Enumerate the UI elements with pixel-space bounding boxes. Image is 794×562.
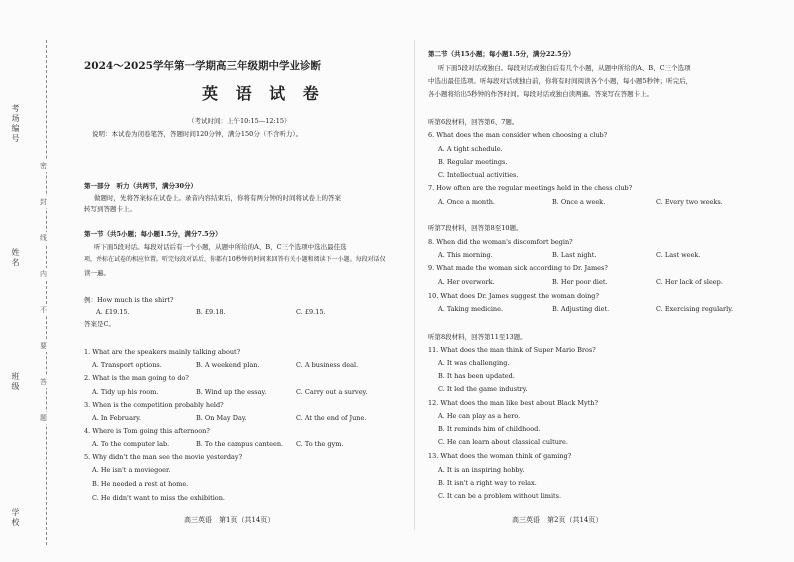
question-option: A. He can play as a hero.	[438, 412, 521, 420]
material-intro: 听第7段材料，回答第8至10题。	[428, 224, 523, 232]
section2-desc-line: 各小题将给出5秒钟的作答时间。每段对话或独白读两遍。答案写在答题卡上。	[428, 90, 654, 98]
seal-char: 答	[40, 378, 47, 386]
page-footer: 高三英语 第1页（共14页）	[184, 516, 275, 524]
question-option: A. Her overwork.	[438, 278, 495, 286]
seal-char: 密	[40, 162, 47, 170]
question-option: B. It reminds him of childhood.	[438, 425, 541, 433]
exam-time: （考试时间：上午10:15—12:15）	[188, 117, 291, 125]
question-option: C. Her lack of sleep.	[656, 278, 723, 286]
material-intro: 听第6段材料，回答第6、7题。	[428, 118, 519, 126]
page-footer: 高三英语 第2页（共14页）	[512, 516, 603, 524]
seal-char: 要	[40, 342, 47, 350]
question-option: A. This morning.	[438, 251, 493, 259]
question-option: B. Her poor diet.	[552, 278, 608, 286]
question: 9. What made the woman sick according to Dr. James?	[428, 264, 608, 272]
question: 13. What does the woman think of gaming?	[428, 452, 572, 460]
question: 6. What does the man consider when choosing a club?	[428, 131, 608, 139]
question-option: C. It can be a problem without limits.	[438, 492, 562, 500]
seal-char: 内	[40, 270, 47, 278]
part1-desc-line: 转写到答题卡上。	[84, 205, 136, 213]
question: 8. When did the woman's discomfort begin?	[428, 238, 573, 246]
seal-char: 不	[40, 306, 47, 314]
question-option: C. Last week.	[656, 251, 701, 259]
binding-label-exam-room: 考场编号	[11, 104, 20, 144]
question-option: B. Wind up the essay.	[196, 388, 267, 396]
question-option: C. At the end of June.	[296, 414, 367, 422]
question: 10. What does Dr. James suggest the woman doing?	[428, 292, 599, 300]
question-option: A. A tight schedule.	[438, 145, 503, 153]
section1-title: 第一节（共5小题；每小题1.5分，满分7.5分）	[84, 230, 222, 238]
question-option: C. To the gym.	[296, 440, 344, 448]
section2-title: 第二节（共15小题；每小题1.5分，满分22.5分）	[428, 50, 575, 58]
question: 11. What does the man think of Super Mario Bros?	[428, 346, 596, 354]
binding-margin	[0, 0, 62, 562]
section1-desc-line: 听下面5段对话。每段对话后有一个小题，从题中所给的A、B、C三个选项中选出最佳选	[94, 243, 347, 251]
question-option: A. To the computer lab.	[92, 440, 170, 448]
question-option: C. A business deal.	[296, 361, 359, 369]
question-option: A. It is an inspiring hobby.	[438, 466, 525, 474]
question: 12. What does the man like best about Black Myth?	[428, 399, 598, 407]
example-answer: 答案是C。	[84, 320, 115, 328]
question-option: B. Once a week.	[552, 198, 606, 206]
question-option: A. Once a month.	[438, 198, 495, 206]
seal-char: 封	[40, 198, 47, 206]
example-option: A. £19.15.	[96, 308, 130, 316]
question-option: B. Regular meetings.	[438, 158, 508, 166]
question-option: A. He isn't a moviegoer.	[92, 466, 171, 474]
question-option: C. It led the game industry.	[438, 385, 528, 393]
subject-title: 英 语 试 卷	[202, 84, 325, 103]
section1-desc-line: 项，并标在试卷的相应位置。听完每段对话后，你都有10秒钟的时间来回答有关小题和阅读下一小题。每段对话仅	[84, 256, 386, 263]
section2-desc-line: 听下面5段对话或独白。每段对话或独白后有几个小题，从题中所给的A、B、C三个选项	[438, 64, 691, 72]
example-option: C. £9.15.	[296, 308, 326, 316]
question-option: B. Adjusting diet.	[552, 305, 610, 313]
question-option: B. On May Day.	[196, 414, 247, 422]
question-option: B. A weekend plan.	[196, 361, 260, 369]
question-option: C. Intellectual activities.	[438, 171, 519, 179]
column-divider	[414, 40, 415, 530]
part1-title: 第一部分 听力（共两节，满分30分）	[84, 182, 198, 190]
example-question: 例：How much is the shirt?	[84, 296, 174, 304]
question-option: A. In February.	[92, 414, 141, 422]
question-option: C. He can learn about classical culture.	[438, 438, 568, 446]
question-option: B. Last night.	[552, 251, 597, 259]
question-option: A. Taking medicine.	[438, 305, 504, 313]
question-option: B. It isn't a right way to relax.	[438, 479, 537, 487]
question: 3. When is the competition probably held?	[84, 401, 224, 409]
question-option: B. To the campus canteen.	[196, 440, 284, 448]
question-option: B. He needed a rest at home.	[92, 480, 189, 488]
question-option: A. Transport options.	[92, 361, 162, 369]
seal-char: 线	[40, 234, 47, 242]
question: 1. What are the speakers mainly talking about?	[84, 348, 241, 356]
binding-label-name: 姓名	[11, 248, 20, 268]
question: 4. Where is Tom going this afternoon?	[84, 427, 210, 435]
section1-desc-line: 读一遍。	[84, 269, 110, 277]
question: 7. How often are the regular meetings held in the chess club?	[428, 184, 633, 192]
exam-note: 说明：本试卷为闭卷笔答，答题时间120分钟，满分150分（不含听力）。	[92, 130, 303, 138]
question-option: C. Every two weeks.	[656, 198, 723, 206]
question-option: B. It has been updated.	[438, 372, 515, 380]
question-option: A. Tidy up his room.	[92, 388, 159, 396]
question-option: A. It was challenging.	[438, 359, 510, 367]
seal-char: 题	[40, 414, 47, 422]
part1-desc-line: 做题时，先将答案标在试卷上。录音内容结束后，你将有两分钟的时间将试卷上的答案	[94, 194, 341, 202]
binding-label-class: 班级	[11, 372, 20, 392]
question-option: C. Exercising regularly.	[656, 305, 734, 313]
material-intro: 听第8段材料，回答第11至13题。	[428, 333, 527, 341]
section2-desc-line: 中选出最佳选项。听每段对话或独白前，你将有时间阅读各个小题，每小题5秒钟；听完后，	[428, 77, 693, 85]
question-option: C. He didn't want to miss the exhibition.	[92, 494, 225, 502]
question: 2. What is the man going to do?	[84, 374, 189, 382]
binding-line	[46, 40, 47, 545]
binding-label-school: 学校	[11, 508, 20, 528]
question-option: C. Carry out a survey.	[296, 388, 368, 396]
question: 5. Why didn't the man see the movie yesterday?	[84, 453, 243, 461]
example-option: B. £9.18.	[196, 308, 226, 316]
exam-title: 2024～2025学年第一学期高三年级期中学业诊断	[84, 60, 321, 72]
